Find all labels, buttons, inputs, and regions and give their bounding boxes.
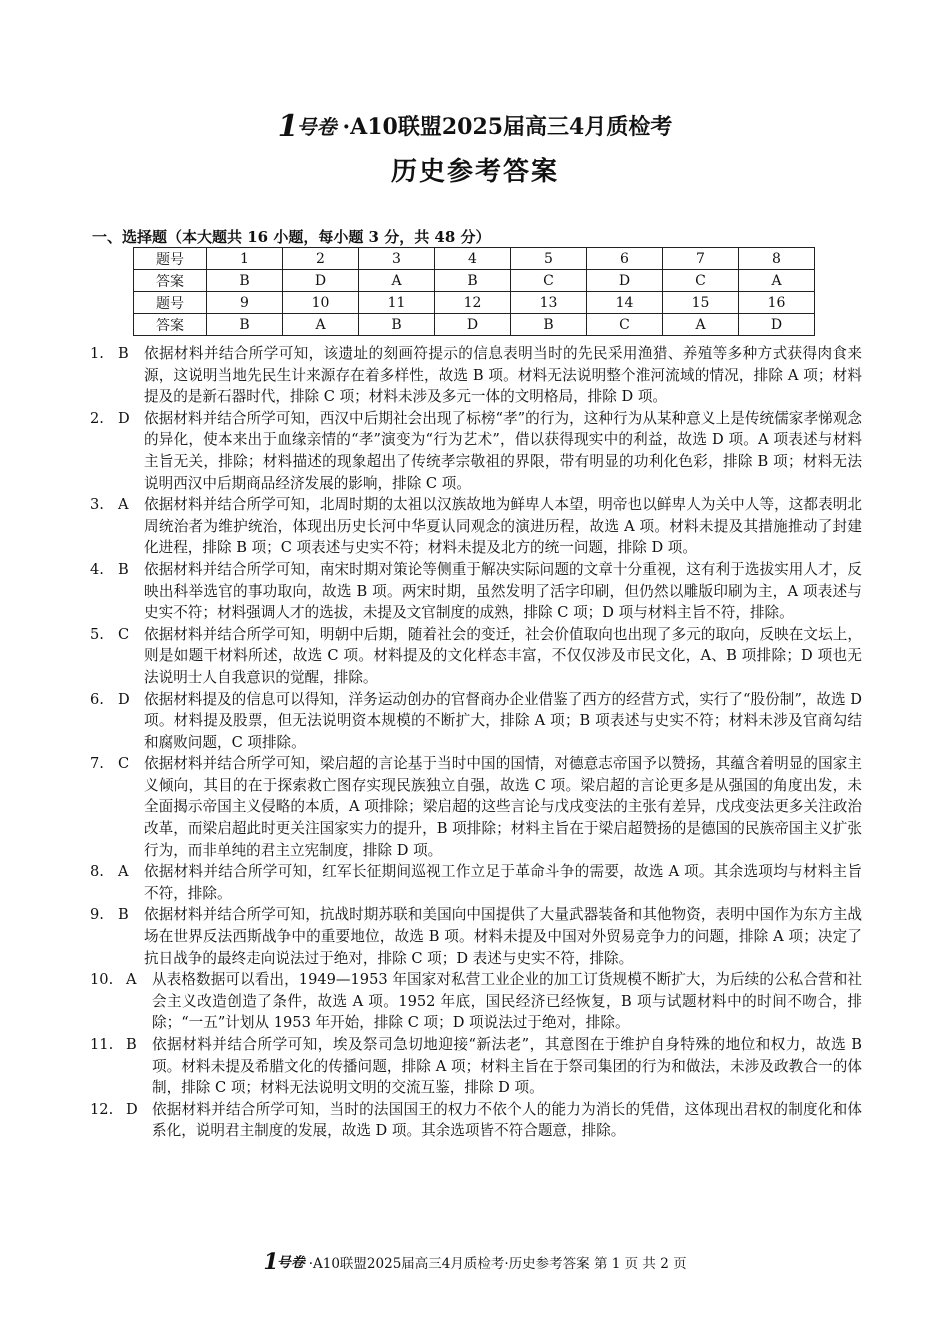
list-item — [90, 1034, 862, 1099]
table-cell: 6 — [587, 248, 663, 270]
item-number: 12. — [90, 1100, 114, 1118]
item-number: 8. — [90, 863, 104, 881]
table-cell: A — [663, 314, 739, 336]
table-cell: A — [283, 314, 359, 336]
list-item — [90, 559, 862, 624]
answer-explanations — [90, 343, 862, 1142]
row-label: 题号 — [134, 248, 207, 270]
list-item — [90, 689, 862, 754]
table-cell: C — [511, 270, 587, 292]
table-cell: D — [435, 314, 511, 336]
item-explanation: 依据材料并结合所学可知，明朝中后期，随着社会的变迁，社会价值取向也出现了多元的取向，反映在文坛上，则是如题干材料所述，故选 C 项。材料提及的文化样态丰富，不仅仅涉及市民文化，A、B 项排除；D 项也无法说明士人自我意识的觉醒，排除。 — [144, 625, 862, 686]
table-cell: 13 — [511, 292, 587, 314]
document-title: 历史参考答案 — [390, 157, 559, 187]
item-explanation: 依据材料提及的信息可以得知，洋务运动创办的官督商办企业借鉴了西方的经营方式，实行了“股份制”，故选 D 项。材料提及股票，但无法说明资本规模的不断扩大，排除 A 项；B 项表述与史实不符；材料未涉及官商勾结和腐败问题，C 项排除。 — [144, 690, 862, 751]
item-answer: B — [118, 906, 129, 924]
row-label: 答案 — [134, 270, 207, 292]
table-cell: 15 — [663, 292, 739, 314]
brand-logo — [278, 110, 337, 144]
item-explanation: 从表格数据可以看出，1949—1953 年国家对私营工业企业的加工订货规模不断扩大，为后续的公私合营和社会主义改造创造了条件，故选 A 项。1952 年底，国民经济已经恢复，B 项与试题材料中的时间不吻合，排除；“一五”计划从 1953 年开始，排除 C 项；D 项说法过于绝对，排除。 — [152, 971, 862, 1032]
item-explanation: 依据材料并结合所学可知，红军长征期间巡视工作立足于革命斗争的需要，故选 A 项。其余选项均与材料主旨不符，排除。 — [144, 863, 862, 902]
item-answer: B — [118, 560, 129, 578]
row-label: 答案 — [134, 314, 207, 336]
table-cell: 5 — [511, 248, 587, 270]
list-item — [90, 969, 862, 1034]
item-number: 3. — [90, 496, 104, 514]
item-answer: C — [118, 755, 130, 773]
item-number: 11. — [90, 1036, 114, 1053]
list-item — [90, 494, 862, 559]
item-explanation: 依据材料并结合所学可知，西汉中后期社会出现了标榜“孝”的行为，这种行为从某种意义上是传统儒家孝悌观念的异化，使本来出于血缘亲情的“孝”演变为“行为艺术”，借以获得现实中的利益，故选 D 项。A 项表述与材料主旨无关，排除；材料描述的现象超出了传统孝宗敬祖的界限，带有明显的功利化色彩，排除 B 项；材料无法说明西汉中后期商品经济发展的影响，排除 C 项。 — [144, 409, 862, 492]
item-explanation: 依据材料并结合所学可知，南宋时期对策论等侧重于解决实际问题的文章十分重视，这有利于选拔实用人才，反映出科举选官的事功取向，故选 B 项。两宋时期，虽然发明了活字印刷，但仍然以雕版印刷为主，A 项表述与史实不符；材料强调人才的选拔，未提及文官制度的成熟，排除 C 项；D 项与材料主旨不符，排除。 — [144, 560, 862, 622]
item-number: 6. — [90, 690, 104, 708]
table-cell: D — [587, 270, 663, 292]
table-cell: B — [207, 270, 283, 292]
table-cell: 11 — [359, 292, 435, 314]
footer-logo-mark: 1 — [263, 1249, 277, 1275]
list-item — [90, 1099, 862, 1142]
table-cell: 16 — [739, 292, 815, 314]
page-header — [0, 110, 950, 194]
item-answer: B — [126, 1036, 137, 1053]
item-number: 9. — [90, 906, 104, 924]
table-row — [134, 314, 815, 336]
item-explanation: 依据材料并结合所学可知，当时的法国国王的权力不依个人的能力为消长的凭借，这体现出君权的制度化和体系化，说明君主制度的发展，故选 D 项。其余选项皆不符合题意，排除。 — [152, 1100, 862, 1140]
logo-text: 号卷 — [296, 115, 337, 139]
item-explanation: 依据材料并结合所学可知，北周时期的太祖以汉族故地为鲜卑人本望，明帝也以鲜卑人为关中人等，这都表明北周统治者为维护统治，体现出历史长河中华夏认同观念的演进历程，故选 A 项。材料未提及其措施推动了封建化进程，排除 B 项；C 项表述与史实不符；材料未提及北方的统一问题，排除 D 项。 — [144, 496, 862, 557]
item-answer: B — [118, 345, 129, 362]
table-row — [134, 292, 815, 314]
section-title: 一、选择题（本大题共 16 小题，每小题 3 分，共 48 分） — [92, 228, 491, 246]
list-item — [90, 624, 862, 689]
item-number: 2. — [90, 409, 104, 427]
table-cell: B — [511, 314, 587, 336]
table-cell: 9 — [207, 292, 283, 314]
table-row — [134, 248, 815, 270]
item-explanation: 依据材料并结合所学可知，埃及祭司急切地迎接“新法老”，其意图在于维护自身特殊的地位和权力，故选 B 项。材料未提及希腊文化的传播问题，排除 A 项；材料主旨在于祭司集团的行为和做法，未涉及政教合一的体制，排除 C 项；材料无法说明文明的交流互鉴，排除 D 项。 — [152, 1036, 862, 1097]
item-explanation: 依据材料并结合所学可知，梁启超的言论基于当时中国的国情，对德意志帝国予以赞扬，其蕴含着明显的国家主义倾向，其目的在于探索救亡图存实现民族独立自强，故选 C 项。梁启超的言论更多是从强国的角度出发，未全面揭示帝国主义侵略的本质，A 项排除；梁启超的这些言论与戊戌变法的主张有差异，戊戌变法更多关注政治改革，而梁启超此时更关注国家实力的提升，B 项排除；材料主旨在于梁启超赞扬的是德国的民族帝国主义扩张行为，而非单纯的君主立宪制度，排除 D 项。 — [144, 755, 862, 859]
list-item — [90, 904, 862, 969]
table-cell: B — [435, 270, 511, 292]
table-cell: 7 — [663, 248, 739, 270]
table-cell: 4 — [435, 248, 511, 270]
table-cell: C — [587, 314, 663, 336]
table-cell: 3 — [359, 248, 435, 270]
exam-title — [0, 110, 950, 144]
item-explanation: 依据材料并结合所学可知，抗战时期苏联和美国向中国提供了大量武器装备和其他物资，表明中国作为东方主战场在世界反法西斯战争中的重要地位，故选 B 项。材料未提及中国对外贸易竞争力的问题，排除 A 项；决定了抗日战争的最终走向说法过于绝对，排除 C 项；D 表述与史实不符，排除。 — [144, 906, 862, 967]
item-answer: D — [118, 409, 130, 427]
item-answer: A — [118, 863, 129, 881]
list-item — [90, 753, 862, 861]
row-label: 题号 — [134, 292, 207, 314]
page-footer — [0, 1249, 950, 1275]
exam-title-text: ·A10联盟2025届高三4月质检考 — [342, 114, 673, 140]
table-cell: A — [739, 270, 815, 292]
logo-mark: 1 — [277, 109, 297, 144]
list-item — [90, 343, 862, 408]
item-answer: D — [126, 1100, 138, 1118]
item-answer: D — [118, 690, 130, 708]
item-answer: A — [126, 971, 137, 989]
table-cell: 12 — [435, 292, 511, 314]
item-answer: A — [118, 496, 129, 514]
table-cell: 14 — [587, 292, 663, 314]
footer-text: ·A10联盟2025届高三4月质检考·历史参考答案 第 1 页 共 2 页 — [308, 1256, 687, 1272]
item-number: 4. — [90, 560, 104, 578]
table-cell: 1 — [207, 248, 283, 270]
table-cell: A — [359, 270, 435, 292]
item-number: 1. — [90, 345, 104, 362]
table-cell: B — [207, 314, 283, 336]
table-cell: 2 — [283, 248, 359, 270]
list-item — [90, 408, 862, 494]
table-row — [134, 270, 815, 292]
footer-logo-text: 号卷 — [276, 1255, 305, 1271]
item-number: 10. — [90, 971, 114, 989]
item-answer: C — [118, 625, 130, 643]
item-number: 5. — [90, 625, 104, 643]
answer-table — [133, 247, 815, 336]
table-cell: B — [359, 314, 435, 336]
table-cell: 8 — [739, 248, 815, 270]
table-cell: D — [283, 270, 359, 292]
list-item — [90, 861, 862, 904]
footer-logo — [263, 1249, 304, 1275]
table-cell: D — [739, 314, 815, 336]
table-cell: C — [663, 270, 739, 292]
table-cell: 10 — [283, 292, 359, 314]
item-explanation: 依据材料并结合所学可知，该遗址的刻画符提示的信息表明当时的先民采用渔猎、养殖等多种方式获得肉食来源，这说明当地先民生计来源存在着多样性，故选 B 项。材料无法说明整个淮河流域的情况，排除 A 项；材料提及的是新石器时代，排除 C 项；材料未涉及多元一体的文明格局，排除 D 项。 — [144, 345, 862, 406]
item-number: 7. — [90, 755, 104, 773]
